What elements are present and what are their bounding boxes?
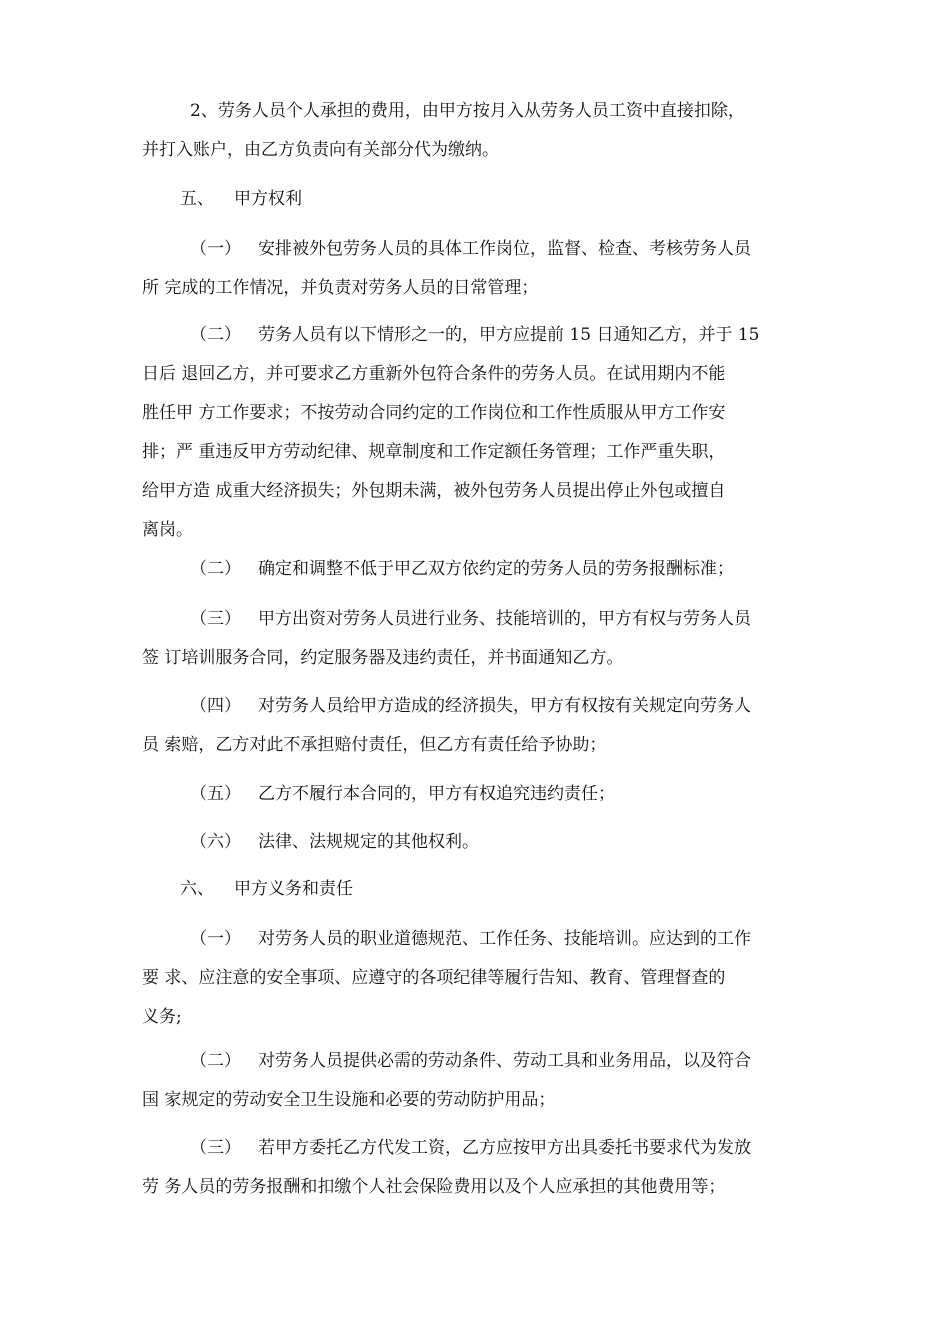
- clause-rights-3: [142, 600, 818, 678]
- text-line: 义务;: [142, 1007, 182, 1027]
- text-line: 对劳务人员的职业道德规范、工作任务、技能培训。应达到的工作: [258, 929, 751, 949]
- text-line: 并打入账户，由乙方负责向有关部分代为缴纳。: [142, 140, 499, 160]
- text-line: 给甲方造 成重大经济损失；外包期未满，被外包劳务人员提出停止外包或擅自: [142, 481, 726, 501]
- clause-rights-1: [142, 230, 818, 308]
- section-number: 六、: [180, 879, 214, 899]
- paragraph-expense-deduction: [142, 92, 818, 170]
- section-heading-party-a-rights: [142, 180, 818, 219]
- clause-number: （一）: [190, 929, 241, 949]
- clause-number: （二）: [190, 325, 241, 345]
- clause-number: （一）: [190, 239, 241, 259]
- clause-rights-5: [142, 775, 818, 814]
- text-line: 确定和调整不低于甲乙双方依约定的劳务人员的劳务报酬标准；: [258, 559, 734, 579]
- clause-number: （五）: [190, 784, 241, 804]
- text-line: 安排被外包劳务人员的具体工作岗位，监督、检查、考核劳务人员: [258, 239, 751, 259]
- clause-rights-2: [142, 316, 818, 550]
- clause-obligations-2: [142, 1042, 818, 1120]
- text-line: 对劳务人员提供必需的劳动条件、劳动工具和业务用品，以及符合: [258, 1051, 751, 1071]
- text-line: 签 订培训服务合同，约定服务器及违约责任，并书面通知乙方。: [142, 648, 624, 668]
- text-line: 员 索赔，乙方对此不承担赔付责任，但乙方有责任给予协助；: [142, 735, 607, 755]
- text-line: 乙方不履行本合同的，甲方有权追究违约责任；: [258, 784, 615, 804]
- text-line: 离岗。: [142, 520, 193, 540]
- text-line: 要 求、应注意的安全事项、应遵守的各项纪律等履行告知、教育、管理督查的: [142, 968, 726, 988]
- section-title: 甲方义务和责任: [234, 879, 353, 899]
- clause-number: （六）: [190, 832, 241, 852]
- section-title: 甲方权利: [234, 189, 302, 209]
- clause-number: （三）: [190, 1138, 241, 1158]
- text-line: 胜任甲 方工作要求；不按劳动合同约定的工作岗位和工作性质服从甲方工作安: [142, 403, 726, 423]
- text-line: 甲方出资对劳务人员进行业务、技能培训的，甲方有权与劳务人员: [258, 609, 751, 629]
- clause-obligations-1: [142, 920, 818, 1037]
- clause-rights-4: [142, 687, 818, 765]
- text-line: 所 完成的工作情况，并负责对劳务人员的日常管理；: [142, 278, 539, 298]
- section-heading-party-a-obligations: [142, 870, 818, 909]
- section-number: 五、: [180, 189, 214, 209]
- text-line: 2、劳务人员个人承担的费用，由甲方按月入从劳务人员工资中直接扣除，: [190, 101, 745, 121]
- text-line: 法律、法规规定的其他权利。: [258, 832, 479, 852]
- text-line: 劳 务人员的劳务报酬和扣缴个人社会保险费用以及个人应承担的其他费用等；: [142, 1177, 726, 1197]
- clause-number: （四）: [190, 696, 241, 716]
- clause-number: （二）: [190, 1051, 241, 1071]
- clause-obligations-3: [142, 1129, 818, 1207]
- clause-rights-6: [142, 823, 818, 862]
- text-line: 若甲方委托乙方代发工资，乙方应按甲方出具委托书要求代为发放: [258, 1138, 751, 1158]
- text-line: 日后 退回乙方，并可要求乙方重新外包符合条件的劳务人员。在试用期内不能: [142, 364, 726, 384]
- text-line: 排；严 重违反甲方劳动纪律、规章制度和工作定额任务管理；工作严重失职，: [142, 442, 726, 462]
- text-line: 劳务人员有以下情形之一的，甲方应提前 15 日通知乙方，并于 15: [258, 325, 760, 345]
- clause-number: （二）: [190, 559, 241, 579]
- text-line: 国 家规定的劳动安全卫生设施和必要的劳动防护用品；: [142, 1090, 556, 1110]
- text-line: 对劳务人员给甲方造成的经济损失，甲方有权按有关规定向劳务人: [258, 696, 751, 716]
- clause-number: （三）: [190, 609, 241, 629]
- clause-rights-2b: [142, 550, 818, 589]
